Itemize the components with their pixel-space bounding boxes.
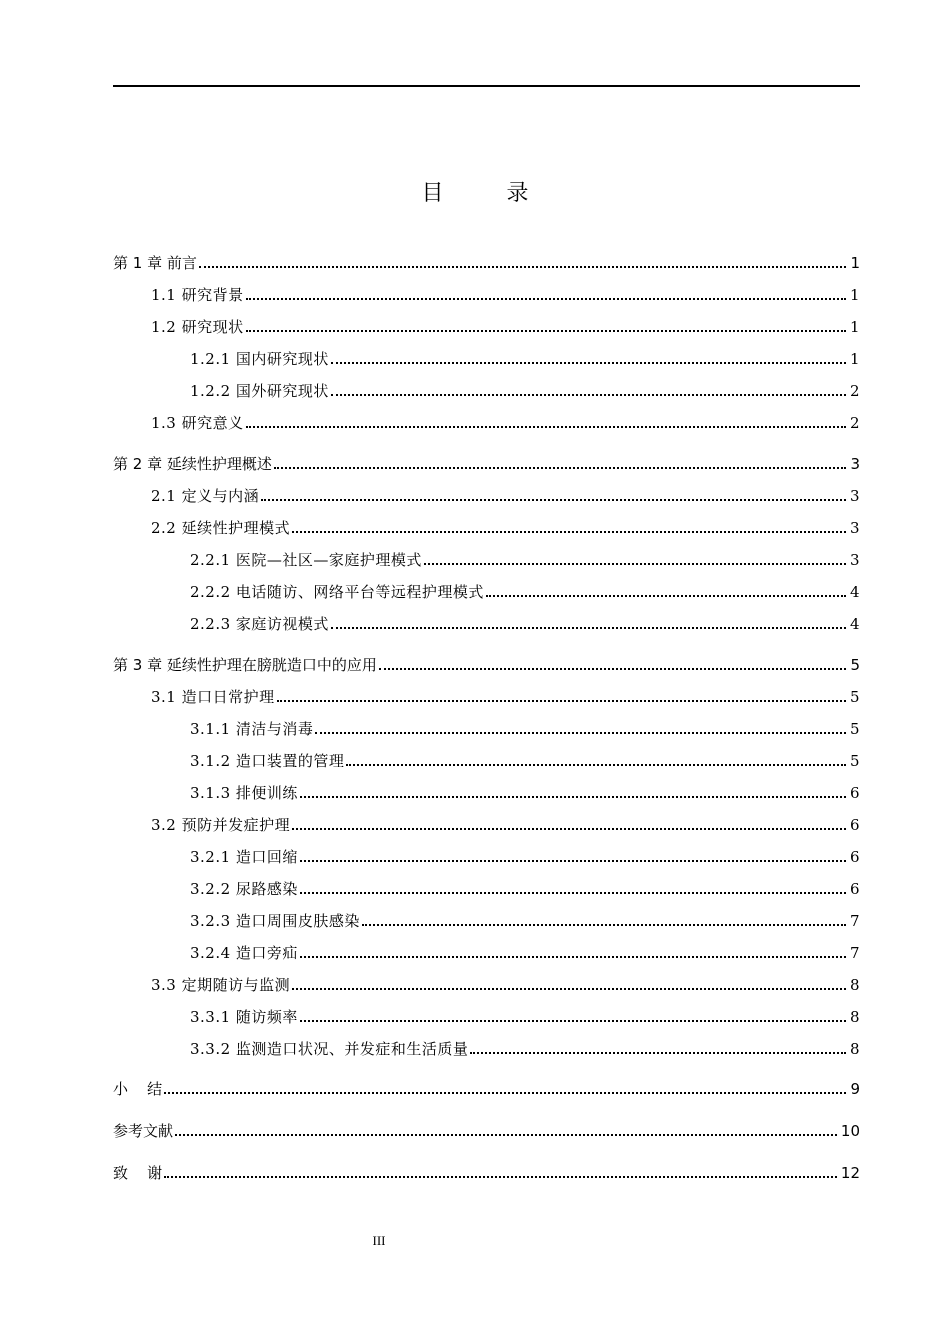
dot-leader — [292, 988, 846, 990]
dot-leader — [315, 732, 846, 734]
toc-entry-page: 6 — [849, 784, 860, 802]
toc-entry-1-3[interactable] — [113, 408, 860, 434]
toc-entry-label: 第 2 章 延续性护理概述 — [113, 455, 272, 473]
toc-entry-3-3-2[interactable] — [113, 1034, 860, 1060]
toc-entry-page: 5 — [850, 656, 860, 674]
toc-entry-chapter-2[interactable] — [113, 449, 860, 475]
toc-entry-label: 1.2.1 国内研究现状 — [190, 350, 329, 368]
toc-entry-page: 3 — [850, 455, 860, 473]
toc-entry-2-2[interactable] — [113, 513, 860, 539]
page-number: III — [372, 1233, 386, 1248]
toc-entry-page: 2 — [849, 382, 860, 400]
dot-leader — [164, 1176, 837, 1178]
toc-entry-page: 6 — [849, 880, 860, 898]
dot-leader — [346, 764, 846, 766]
dot-leader — [246, 298, 846, 300]
toc-entry-label: 2.2.2 电话随访、网络平台等远程护理模式 — [190, 583, 484, 601]
toc-entry-page: 1 — [849, 318, 860, 336]
toc-entry-label: 2.2.3 家庭访视模式 — [190, 615, 329, 633]
toc-entry-chapter-1[interactable] — [113, 248, 860, 274]
toc-entry-3-1-2[interactable] — [113, 746, 860, 772]
dot-leader — [300, 956, 846, 958]
toc-entry-label: 3.1.3 排便训练 — [190, 784, 298, 802]
dot-leader — [292, 531, 846, 533]
dot-leader — [470, 1052, 846, 1054]
dot-leader — [331, 394, 846, 396]
toc-entry-1-2-2[interactable] — [113, 376, 860, 402]
toc-entry-page: 4 — [849, 583, 860, 601]
dot-leader — [362, 924, 846, 926]
toc-entry-page: 5 — [849, 688, 860, 706]
toc-entry-label: 3.3.1 随访频率 — [190, 1008, 298, 1026]
dot-leader — [164, 1092, 846, 1094]
toc-entry-label: 1.2.2 国外研究现状 — [190, 382, 329, 400]
toc-entry-references[interactable] — [113, 1116, 860, 1142]
toc-entry-3-2-2[interactable] — [113, 874, 860, 900]
toc-entry-3-3-1[interactable] — [113, 1002, 860, 1028]
toc-entry-page: 7 — [849, 912, 860, 930]
dot-leader — [246, 330, 846, 332]
toc-entry-2-1[interactable] — [113, 481, 860, 507]
toc-entry-page: 9 — [850, 1080, 860, 1098]
toc-entry-label: 3.2.3 造口周围皮肤感染 — [190, 912, 360, 930]
toc-entry-summary[interactable] — [113, 1074, 860, 1100]
dot-leader — [292, 828, 846, 830]
dot-leader — [300, 860, 846, 862]
toc-entry-label: 小 结 — [113, 1080, 163, 1098]
toc-entry-page: 1 — [849, 350, 860, 368]
toc-entry-page: 12 — [840, 1164, 860, 1182]
toc-entry-label: 3.1.1 清洁与消毒 — [190, 720, 314, 738]
toc-entry-label: 第 3 章 延续性护理在膀胱造口中的应用 — [113, 656, 377, 674]
dot-leader — [424, 563, 846, 565]
toc-entry-3-1-3[interactable] — [113, 778, 860, 804]
toc-entry-3-2-1[interactable] — [113, 842, 860, 868]
toc-entry-2-2-2[interactable] — [113, 577, 860, 603]
toc-entry-2-2-3[interactable] — [113, 609, 860, 635]
toc-entry-label: 3.2.1 造口回缩 — [190, 848, 298, 866]
toc-entry-3-1-1[interactable] — [113, 714, 860, 740]
toc-entry-page: 2 — [849, 414, 860, 432]
toc-entry-label: 3.3.2 监测造口状况、并发症和生活质量 — [190, 1040, 469, 1058]
toc-entry-label: 1.1 研究背景 — [151, 286, 244, 304]
dot-leader — [277, 700, 846, 702]
toc-entry-page: 1 — [850, 254, 860, 272]
toc-entry-label: 2.2 延续性护理模式 — [151, 519, 291, 537]
toc-entry-page: 5 — [849, 720, 860, 738]
toc-entry-page: 4 — [849, 615, 860, 633]
toc-entry-page: 6 — [849, 848, 860, 866]
toc-entry-label: 3.1.2 造口装置的管理 — [190, 752, 345, 770]
toc-entry-3-1[interactable] — [113, 682, 860, 708]
toc-entry-label: 1.2 研究现状 — [151, 318, 244, 336]
toc-entry-page: 6 — [849, 816, 860, 834]
toc-entry-label: 3.2.4 造口旁疝 — [190, 944, 298, 962]
toc-entry-page: 3 — [849, 551, 860, 569]
dot-leader — [274, 467, 847, 469]
toc-entry-page: 3 — [849, 519, 860, 537]
toc-entry-label: 3.2 预防并发症护理 — [151, 816, 291, 834]
toc-entry-page: 8 — [849, 1040, 860, 1058]
toc-entry-page: 1 — [849, 286, 860, 304]
dot-leader — [300, 1020, 846, 1022]
toc-entry-label: 2.2.1 医院—社区—家庭护理模式 — [190, 551, 422, 569]
toc-entry-page: 8 — [849, 1008, 860, 1026]
dot-leader — [379, 668, 847, 670]
dot-leader — [486, 595, 846, 597]
dot-leader — [331, 362, 846, 364]
dot-leader — [300, 892, 846, 894]
toc-entry-label: 1.3 研究意义 — [151, 414, 244, 432]
toc-entry-3-2-4[interactable] — [113, 938, 860, 964]
toc-entry-page: 7 — [849, 944, 860, 962]
toc-entry-label: 致 谢 — [113, 1164, 163, 1182]
toc-entry-1-2-1[interactable] — [113, 344, 860, 370]
dot-leader — [199, 266, 847, 268]
toc-entry-label: 3.3 定期随访与监测 — [151, 976, 291, 994]
dot-leader — [331, 627, 846, 629]
toc-entry-1-2[interactable] — [113, 312, 860, 338]
dot-leader — [261, 499, 846, 501]
toc-entry-3-2-3[interactable] — [113, 906, 860, 932]
toc-entry-page: 10 — [840, 1122, 860, 1140]
dot-leader — [300, 796, 846, 798]
toc-entry-page: 5 — [849, 752, 860, 770]
toc-entry-chapter-3[interactable] — [113, 650, 860, 676]
toc-entry-page: 3 — [849, 487, 860, 505]
toc-entry-3-3[interactable] — [113, 970, 860, 996]
dot-leader — [246, 426, 846, 428]
toc-entry-label: 3.1 造口日常护理 — [151, 688, 275, 706]
toc-entry-3-2[interactable] — [113, 810, 860, 836]
toc-entry-1-1[interactable] — [113, 280, 860, 306]
toc-entry-acknowledgements[interactable] — [113, 1158, 860, 1184]
toc-entry-label: 3.2.2 尿路感染 — [190, 880, 298, 898]
toc-entry-2-2-1[interactable] — [113, 545, 860, 571]
toc-entry-label: 第 1 章 前言 — [113, 254, 197, 272]
toc-entry-label: 参考文献 — [113, 1122, 174, 1140]
header-rule — [113, 85, 860, 87]
toc-entry-label: 2.1 定义与内涵 — [151, 487, 260, 505]
toc-title: 目 录 — [421, 181, 557, 206]
toc-entry-page: 8 — [849, 976, 860, 994]
dot-leader — [175, 1134, 837, 1136]
